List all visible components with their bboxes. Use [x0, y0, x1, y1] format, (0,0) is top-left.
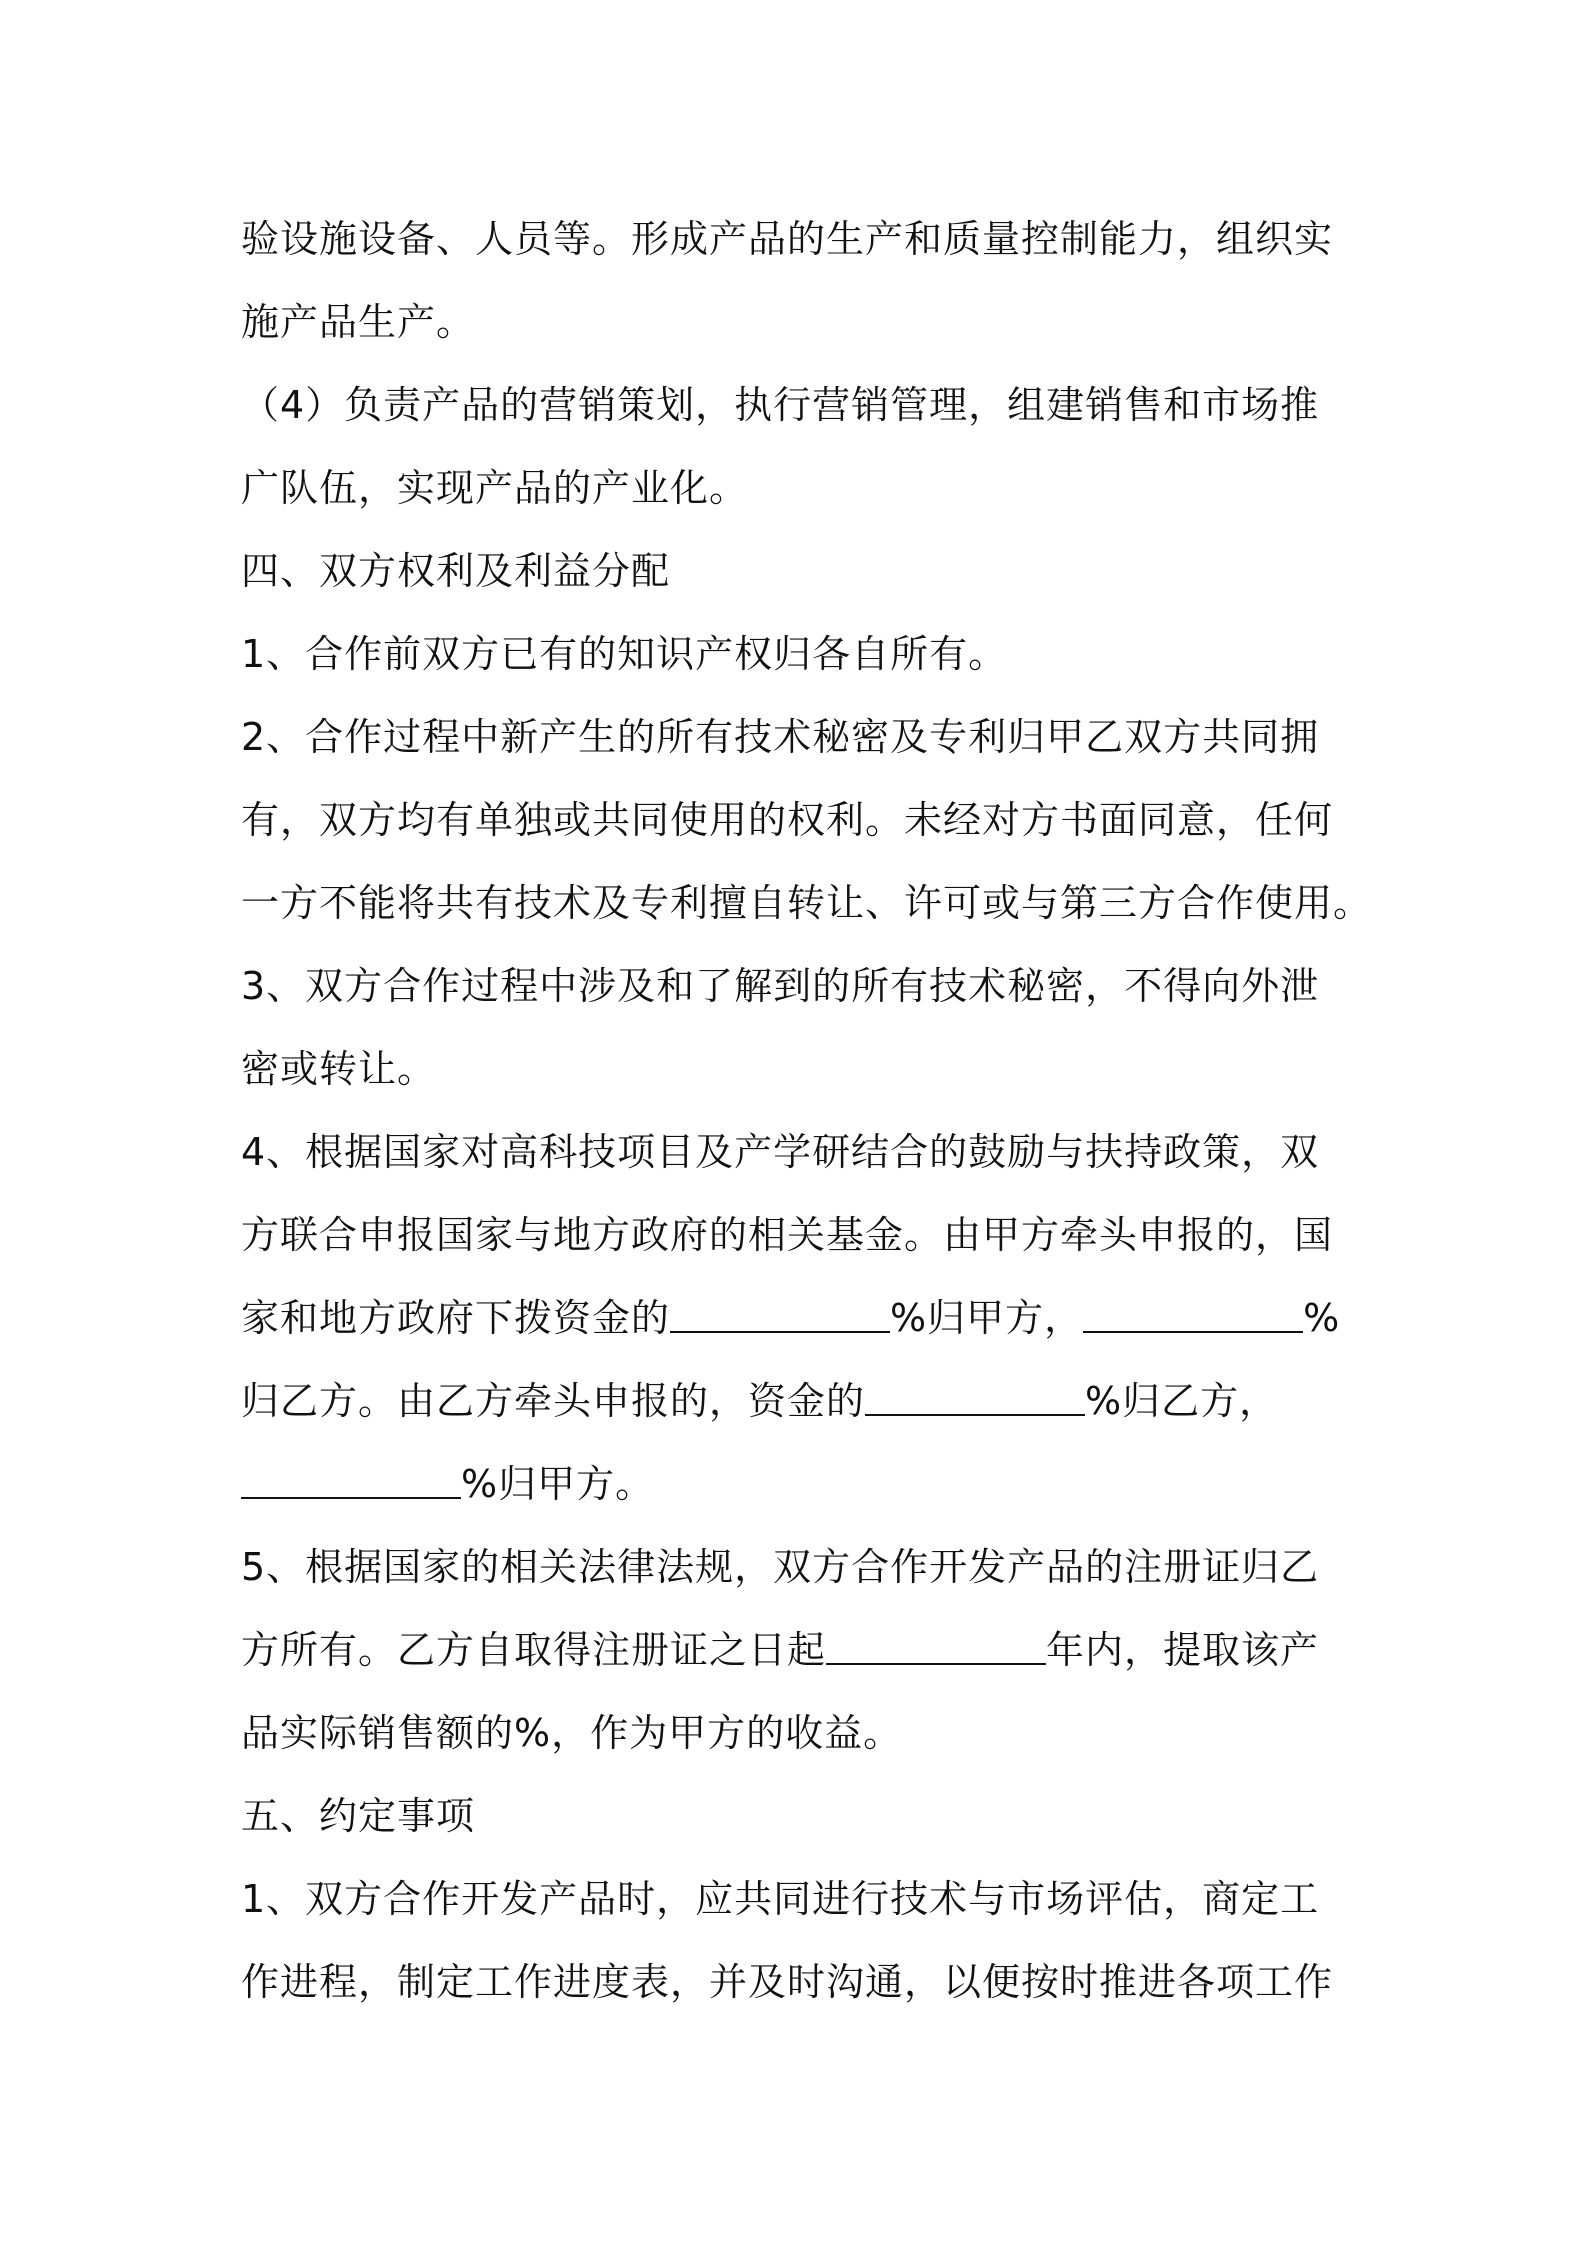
text-line: 施产品生产。	[241, 300, 476, 344]
text-line: 1、合作前双方已有的知识产权归各自所有。	[241, 632, 1008, 676]
text-fragment: %	[1303, 1296, 1341, 1340]
fill-in-blank[interactable]	[865, 1370, 1085, 1416]
text-fragment: 方所有。乙方自取得注册证之日起	[241, 1628, 827, 1672]
text-line-with-blanks	[241, 1360, 1361, 1443]
text-line: 3、双方合作过程中涉及和了解到的所有技术秘密，不得向外泄	[241, 964, 1320, 1008]
document-body	[241, 198, 1373, 2024]
text-line: 5、根据国家的相关法律法规，双方合作开发产品的注册证归乙	[241, 1545, 1320, 1589]
text-line: 验设施设备、人员等。形成产品的生产和质量控制能力，组织实	[241, 217, 1334, 261]
text-fragment: 归乙方。由乙方牵头申报的，资金的	[241, 1379, 866, 1423]
text-line-with-blanks	[241, 1443, 1361, 1526]
text-line: 1、双方合作开发产品时，应共同进行技术与市场评估，商定工	[241, 1877, 1320, 1921]
fill-in-blank[interactable]	[670, 1287, 890, 1333]
text-line: 作进程，制定工作进度表，并及时沟通，以便按时推进各项工作	[241, 1960, 1334, 2004]
text-line: 广队伍，实现产品的产业化。	[241, 466, 749, 510]
section-heading: 五、约定事项	[241, 1794, 476, 1838]
text-line: （4）负责产品的营销策划，执行营销管理，组建销售和市场推	[241, 383, 1320, 427]
fill-in-blank[interactable]	[826, 1619, 1046, 1665]
text-line: 有，双方均有单独或共同使用的权利。未经对方书面同意，任何	[241, 798, 1334, 842]
text-line-with-blanks	[241, 1609, 1361, 1692]
text-fragment: 年内，提取该产	[1046, 1628, 1320, 1672]
section-heading: 四、双方权利及利益分配	[241, 549, 671, 593]
text-line: 品实际销售额的%，作为甲方的收益。	[241, 1711, 903, 1755]
text-line: 一方不能将共有技术及专利擅自转让、许可或与第三方合作使用。	[241, 881, 1373, 925]
text-line-with-blanks	[241, 1277, 1361, 1360]
text-fragment: %归甲方。	[461, 1462, 655, 1506]
text-line: 2、合作过程中新产生的所有技术秘密及专利归甲乙双方共同拥	[241, 715, 1320, 759]
text-fragment: %归甲方，	[890, 1296, 1084, 1340]
text-line: 4、根据国家对高科技项目及产学研结合的鼓励与扶持政策，双	[241, 1130, 1320, 1174]
fill-in-blank[interactable]	[1083, 1287, 1303, 1333]
text-fragment: %归乙方，	[1085, 1379, 1279, 1423]
fill-in-blank[interactable]	[241, 1453, 461, 1499]
text-line: 方联合申报国家与地方政府的相关基金。由甲方牵头申报的，国	[241, 1213, 1334, 1257]
text-fragment: 家和地方政府下拨资金的	[241, 1296, 671, 1340]
text-line: 密或转让。	[241, 1047, 437, 1091]
